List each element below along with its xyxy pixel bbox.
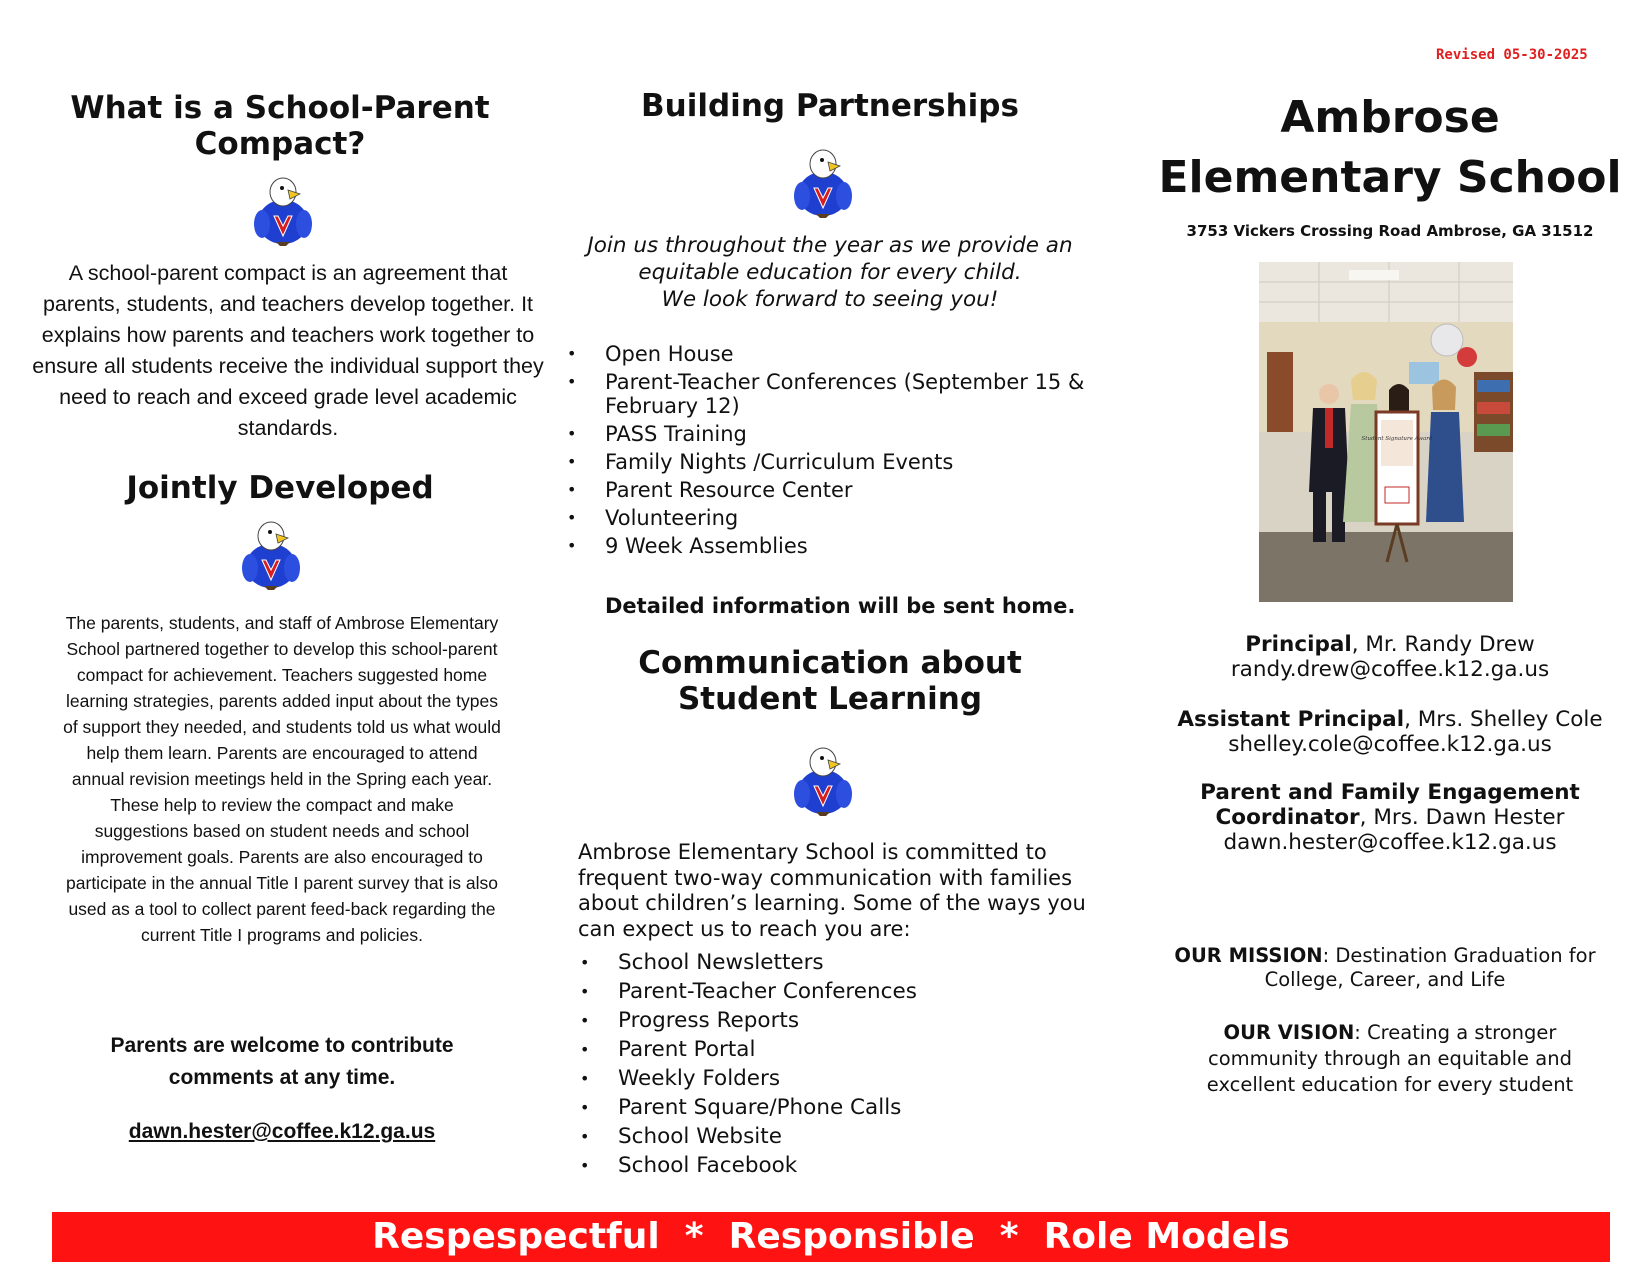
building-partnerships-title: Building Partnerships xyxy=(641,88,1019,124)
list-item: • School Facebook xyxy=(578,1153,1078,1178)
list-item: • Family Nights /Curriculum Events xyxy=(565,450,1085,474)
list-item: • Parent Portal xyxy=(578,1037,1078,1062)
welcome-comments: Parents are welcome to contribute comments at any time. xyxy=(110,1034,454,1089)
values-banner-text: Respespectful * Responsible * Role Models xyxy=(372,1216,1290,1257)
compact-intro: A school-parent compact is an agreement that parents, students, and teachers develop together. It explains how parents and teachers work together to ensure all students receive the individual support they need to reach and exceed grade level academic standards. xyxy=(32,261,544,440)
principal-email[interactable]: randy.drew@coffee.k12.ga.us xyxy=(1230,657,1550,682)
communication-title-line: Student Learning xyxy=(677,681,983,717)
engagement-coordinator-contact xyxy=(1150,780,1630,855)
assistant-principal-name: , Mrs. Shelley Cole xyxy=(1404,707,1603,732)
list-item: • Volunteering xyxy=(565,506,1085,530)
jointly-developed-title: Jointly Developed xyxy=(126,470,434,506)
detailed-info-note: Detailed information will be sent home. xyxy=(605,594,1076,618)
vision-text: : Creating a stronger community through an equitable and excellent education for every student xyxy=(1206,1021,1574,1096)
partnerships-intro-line: equitable education for every child. xyxy=(638,260,1022,285)
list-item: • Parent-Teacher Conferences xyxy=(578,979,1078,1004)
eagle-mascot-icon xyxy=(250,172,316,246)
list-item: • Parent Square/Phone Calls xyxy=(578,1095,1078,1120)
eagle-mascot-icon xyxy=(238,516,304,590)
revised-date: Revised 05-30-2025 xyxy=(1436,47,1588,63)
principal-contact xyxy=(1150,632,1630,682)
list-item: • School Newsletters xyxy=(578,950,1078,975)
partnerships-intro-line: Join us throughout the year as we provide an xyxy=(587,233,1073,258)
award-sign-text: Student Signature Award xyxy=(1361,436,1433,442)
values-banner xyxy=(52,1212,1610,1262)
jointly-developed-text: The parents, students, and staff of Ambrose Elementary School partnered together to develop this school-parent compact for achievement. Teachers suggested home learning strategies, parents added input about the types of support they needed, and students told us what would help them learn. Parents are encouraged to attend annual revision meetings held in the Spring each year. These help to review the compact and make suggestions based on student needs and school improvement goals. Parents are also encouraged to participate in the annual Title I parent survey that is also used as a tool to collect parent feed-back regarding the current Title I programs and policies. xyxy=(63,613,501,945)
school-name-line: Elementary School xyxy=(1158,152,1622,203)
communication-title xyxy=(610,645,1050,717)
school-name xyxy=(1155,88,1625,208)
list-item: • PASS Training xyxy=(565,422,1085,446)
vision-statement xyxy=(1180,1020,1600,1098)
contact-email-link[interactable]: dawn.hester@coffee.k12.ga.us xyxy=(128,1120,436,1143)
engagement-coordinator-name: , Mrs. Dawn Hester xyxy=(1359,805,1565,830)
communication-title-line: Communication about xyxy=(638,645,1022,681)
compact-title xyxy=(60,90,500,162)
list-item: • Weekly Folders xyxy=(578,1066,1078,1091)
principal-role: Principal xyxy=(1245,632,1352,657)
staff-award-photo xyxy=(1259,262,1513,602)
eagle-mascot-icon xyxy=(790,144,856,218)
eagle-mascot-icon xyxy=(790,742,856,816)
partnerships-intro xyxy=(560,232,1100,313)
engagement-coordinator-role: Parent and Family Engagement xyxy=(1200,780,1580,805)
engagement-coordinator-role: Coordinator xyxy=(1215,805,1360,830)
assistant-principal-contact xyxy=(1150,707,1630,757)
mission-statement xyxy=(1150,944,1620,992)
list-item: • Progress Reports xyxy=(578,1008,1078,1033)
school-name-line: Ambrose xyxy=(1280,92,1500,143)
events-list xyxy=(565,342,1085,562)
mission-label: OUR MISSION xyxy=(1174,944,1323,967)
list-item: • 9 Week Assemblies xyxy=(565,534,1085,558)
engagement-coordinator-email[interactable]: dawn.hester@coffee.k12.ga.us xyxy=(1223,830,1557,855)
principal-name: , Mr. Randy Drew xyxy=(1351,632,1535,657)
communication-intro: Ambrose Elementary School is committed to frequent two-way communication with families about children’s learning. Some of the ways you can expect us to reach you are: xyxy=(578,840,1086,941)
assistant-principal-role: Assistant Principal xyxy=(1177,707,1405,732)
list-item: • Open House xyxy=(565,342,1085,366)
communication-channels-list xyxy=(578,950,1078,1182)
mission-text: : Destination Graduation for College, Career, and Life xyxy=(1264,944,1596,991)
compact-title-text: What is a School-Parent Compact? xyxy=(70,90,490,162)
list-item: • Parent Resource Center xyxy=(565,478,1085,502)
vision-label: OUR VISION xyxy=(1223,1021,1355,1044)
list-item: • School Website xyxy=(578,1124,1078,1149)
partnerships-intro-line: We look forward to seeing you! xyxy=(661,287,999,312)
assistant-principal-email[interactable]: shelley.cole@coffee.k12.ga.us xyxy=(1228,732,1552,757)
list-item: • Parent-Teacher Conferences (September 15 & February 12) xyxy=(565,370,1085,418)
school-address: 3753 Vickers Crossing Road Ambrose, GA 31512 xyxy=(1186,222,1594,240)
